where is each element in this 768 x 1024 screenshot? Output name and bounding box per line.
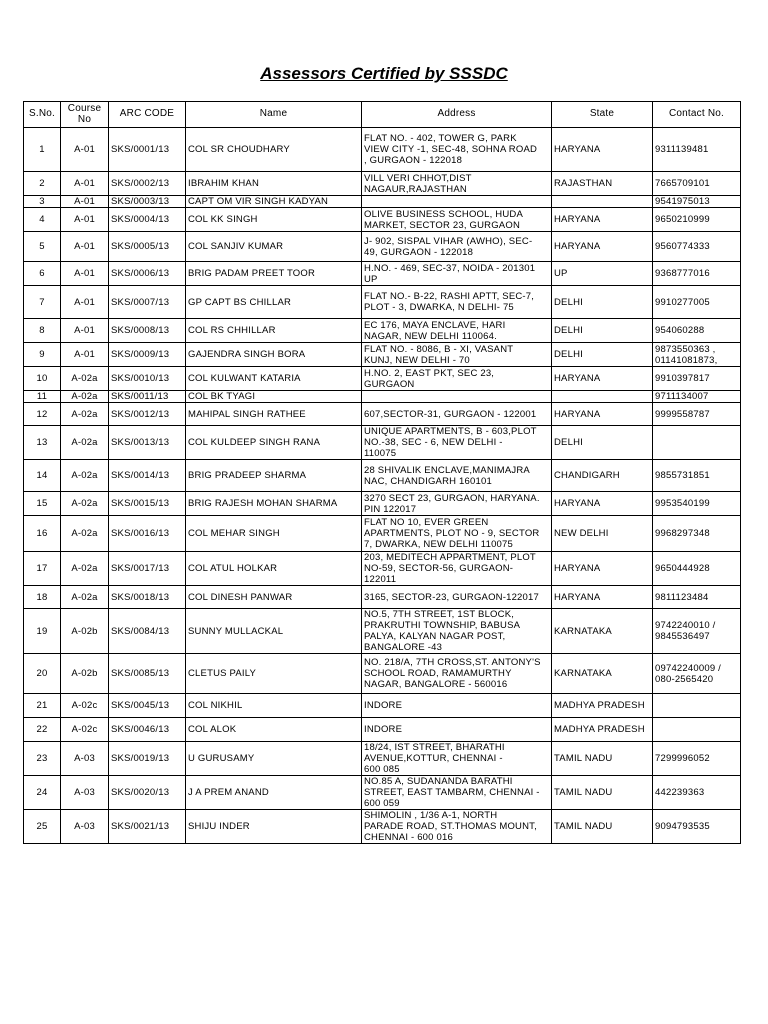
cell-sno: 9	[24, 343, 61, 367]
cell-arc-code: SKS/0014/13	[109, 460, 186, 492]
cell-contact: 9910397817	[653, 367, 741, 391]
cell-state: KARNATAKA	[552, 609, 653, 654]
cell-contact: 9873550363 , 01141081873,	[653, 343, 741, 367]
cell-name: COL KULDEEP SINGH RANA	[186, 426, 362, 460]
cell-course-no: A-02a	[61, 460, 109, 492]
cell-address: INDORE	[362, 718, 552, 742]
cell-contact: 9953540199	[653, 492, 741, 516]
cell-name: GAJENDRA SINGH BORA	[186, 343, 362, 367]
table-row	[24, 694, 741, 718]
cell-sno: 7	[24, 286, 61, 319]
cell-name: COL KK SINGH	[186, 208, 362, 232]
table-row	[24, 492, 741, 516]
cell-state: HARYANA	[552, 492, 653, 516]
cell-contact: 9855731851	[653, 460, 741, 492]
cell-state: DELHI	[552, 319, 653, 343]
cell-contact: 7299996052	[653, 742, 741, 776]
cell-contact: 9999558787	[653, 403, 741, 426]
cell-sno: 14	[24, 460, 61, 492]
cell-sno: 17	[24, 552, 61, 586]
cell-sno: 23	[24, 742, 61, 776]
cell-sno: 8	[24, 319, 61, 343]
cell-arc-code: SKS/0002/13	[109, 172, 186, 196]
cell-state: NEW DELHI	[552, 516, 653, 552]
cell-arc-code: SKS/0084/13	[109, 609, 186, 654]
cell-address: H.NO. 2, EAST PKT, SEC 23, GURGAON	[362, 367, 552, 391]
cell-sno: 15	[24, 492, 61, 516]
cell-name: COL ALOK	[186, 718, 362, 742]
cell-arc-code: SKS/0009/13	[109, 343, 186, 367]
header-row	[24, 102, 741, 128]
cell-arc-code: SKS/0005/13	[109, 232, 186, 262]
cell-contact	[653, 694, 741, 718]
cell-sno: 11	[24, 391, 61, 403]
cell-contact: 954060288	[653, 319, 741, 343]
cell-sno: 5	[24, 232, 61, 262]
cell-name: BRIG RAJESH MOHAN SHARMA	[186, 492, 362, 516]
cell-course-no: A-02a	[61, 426, 109, 460]
cell-address: INDORE	[362, 694, 552, 718]
cell-address: 3165, SECTOR-23, GURGAON-122017	[362, 586, 552, 609]
cell-state: MADHYA PRADESH	[552, 694, 653, 718]
cell-course-no: A-01	[61, 262, 109, 286]
cell-contact: 9541975013	[653, 196, 741, 208]
cell-course-no: A-01	[61, 232, 109, 262]
table-row	[24, 810, 741, 844]
cell-sno: 25	[24, 810, 61, 844]
cell-course-no: A-03	[61, 742, 109, 776]
cell-name: COL NIKHIL	[186, 694, 362, 718]
cell-sno: 24	[24, 776, 61, 810]
cell-arc-code: SKS/0011/13	[109, 391, 186, 403]
cell-address: FLAT NO 10, EVER GREEN APARTMENTS, PLOT NO - 9, SECTOR 7, DWARKA, NEW DELHI 110075	[362, 516, 552, 552]
cell-name: IBRAHIM KHAN	[186, 172, 362, 196]
cell-sno: 21	[24, 694, 61, 718]
cell-contact: 9650210999	[653, 208, 741, 232]
cell-address: 18/24, IST STREET, BHARATHI AVENUE,KOTTUR, CHENNAI - 600 085	[362, 742, 552, 776]
cell-state: DELHI	[552, 426, 653, 460]
table-row	[24, 460, 741, 492]
cell-state: TAMIL NADU	[552, 742, 653, 776]
cell-arc-code: SKS/0085/13	[109, 654, 186, 694]
table-row	[24, 319, 741, 343]
cell-address: 28 SHIVALIK ENCLAVE,MANIMAJRA NAC, CHANDIGARH 160101	[362, 460, 552, 492]
cell-address: FLAT NO. - 8086, B - XI, VASANT KUNJ, NEW DELHI - 70	[362, 343, 552, 367]
table-row	[24, 367, 741, 391]
cell-address	[362, 391, 552, 403]
cell-arc-code: SKS/0045/13	[109, 694, 186, 718]
cell-course-no: A-02b	[61, 654, 109, 694]
cell-state	[552, 391, 653, 403]
table-row	[24, 776, 741, 810]
cell-state: MADHYA PRADESH	[552, 718, 653, 742]
cell-contact: 9311139481	[653, 128, 741, 172]
cell-contact: 9650444928	[653, 552, 741, 586]
cell-state: HARYANA	[552, 586, 653, 609]
cell-address: 203, MEDITECH APPARTMENT, PLOT NO-59, SECTOR-56, GURGAON- 122011	[362, 552, 552, 586]
cell-state: DELHI	[552, 286, 653, 319]
cell-sno: 2	[24, 172, 61, 196]
cell-course-no: A-03	[61, 810, 109, 844]
cell-contact: 9711134007	[653, 391, 741, 403]
header-course: Course No	[61, 102, 109, 128]
cell-state: RAJASTHAN	[552, 172, 653, 196]
cell-arc-code: SKS/0010/13	[109, 367, 186, 391]
cell-arc-code: SKS/0020/13	[109, 776, 186, 810]
cell-arc-code: SKS/0013/13	[109, 426, 186, 460]
cell-address: VILL VERI CHHOT,DIST NAGAUR,RAJASTHAN	[362, 172, 552, 196]
cell-name: COL BK TYAGI	[186, 391, 362, 403]
cell-state: HARYANA	[552, 403, 653, 426]
cell-name: BRIG PADAM PREET TOOR	[186, 262, 362, 286]
cell-name: CLETUS PAILY	[186, 654, 362, 694]
cell-address: EC 176, MAYA ENCLAVE, HARI NAGAR, NEW DELHI 110064.	[362, 319, 552, 343]
table-row	[24, 552, 741, 586]
cell-name: MAHIPAL SINGH RATHEE	[186, 403, 362, 426]
cell-sno: 16	[24, 516, 61, 552]
cell-state: HARYANA	[552, 208, 653, 232]
cell-contact	[653, 718, 741, 742]
cell-address: J- 902, SISPAL VIHAR (AWHO), SEC- 49, GURGAON - 122018	[362, 232, 552, 262]
table-row	[24, 286, 741, 319]
cell-course-no: A-01	[61, 319, 109, 343]
cell-sno: 10	[24, 367, 61, 391]
table-row	[24, 718, 741, 742]
table-row	[24, 391, 741, 403]
table-row	[24, 403, 741, 426]
cell-arc-code: SKS/0006/13	[109, 262, 186, 286]
cell-contact: 7665709101	[653, 172, 741, 196]
cell-state: TAMIL NADU	[552, 810, 653, 844]
table-row	[24, 208, 741, 232]
cell-course-no: A-01	[61, 128, 109, 172]
table-row	[24, 172, 741, 196]
table-row	[24, 742, 741, 776]
cell-state: HARYANA	[552, 232, 653, 262]
assessors-table	[23, 101, 741, 844]
cell-contact: 9811123484	[653, 586, 741, 609]
cell-name: COL ATUL HOLKAR	[186, 552, 362, 586]
cell-state: TAMIL NADU	[552, 776, 653, 810]
cell-arc-code: SKS/0019/13	[109, 742, 186, 776]
cell-name: CAPT OM VIR SINGH KADYAN	[186, 196, 362, 208]
cell-state: CHANDIGARH	[552, 460, 653, 492]
cell-arc-code: SKS/0007/13	[109, 286, 186, 319]
table-row	[24, 426, 741, 460]
header-sno: S.No.	[24, 102, 61, 128]
header-contact: Contact No.	[653, 102, 741, 128]
cell-contact: 9910277005	[653, 286, 741, 319]
cell-address: NO.5, 7TH STREET, 1ST BLOCK, PRAKRUTHI TOWNSHIP, BABUSA PALYA, KALYAN NAGAR POST, BANGALORE -43	[362, 609, 552, 654]
cell-name: GP CAPT BS CHILLAR	[186, 286, 362, 319]
cell-course-no: A-01	[61, 196, 109, 208]
table-row	[24, 232, 741, 262]
header-address: Address	[362, 102, 552, 128]
cell-arc-code: SKS/0021/13	[109, 810, 186, 844]
cell-arc-code: SKS/0018/13	[109, 586, 186, 609]
cell-sno: 3	[24, 196, 61, 208]
cell-state	[552, 196, 653, 208]
table-row	[24, 654, 741, 694]
cell-name: SHIJU INDER	[186, 810, 362, 844]
cell-course-no: A-01	[61, 343, 109, 367]
cell-course-no: A-03	[61, 776, 109, 810]
cell-sno: 19	[24, 609, 61, 654]
cell-sno: 1	[24, 128, 61, 172]
cell-state: KARNATAKA	[552, 654, 653, 694]
cell-name: COL RS CHHILLAR	[186, 319, 362, 343]
cell-name: U GURUSAMY	[186, 742, 362, 776]
cell-contact	[653, 426, 741, 460]
cell-name: COL SR CHOUDHARY	[186, 128, 362, 172]
cell-course-no: A-01	[61, 286, 109, 319]
cell-course-no: A-02a	[61, 403, 109, 426]
table-row	[24, 262, 741, 286]
cell-sno: 6	[24, 262, 61, 286]
cell-sno: 20	[24, 654, 61, 694]
cell-address: NO.85 A, SUDANANDA BARATHI STREET, EAST TAMBARM, CHENNAI - 600 059	[362, 776, 552, 810]
cell-address: OLIVE BUSINESS SCHOOL, HUDA MARKET, SECTOR 23, GURGAON	[362, 208, 552, 232]
cell-arc-code: SKS/0004/13	[109, 208, 186, 232]
page-title: Assessors Certified by SSSDC	[260, 64, 508, 83]
header-arc-code: ARC CODE	[109, 102, 186, 128]
cell-course-no: A-02b	[61, 609, 109, 654]
cell-arc-code: SKS/0008/13	[109, 319, 186, 343]
cell-course-no: A-01	[61, 172, 109, 196]
cell-course-no: A-02a	[61, 552, 109, 586]
cell-sno: 22	[24, 718, 61, 742]
cell-name: COL SANJIV KUMAR	[186, 232, 362, 262]
cell-arc-code: SKS/0003/13	[109, 196, 186, 208]
cell-contact: 9094793535	[653, 810, 741, 844]
table-row	[24, 128, 741, 172]
table-row	[24, 196, 741, 208]
cell-course-no: A-02c	[61, 694, 109, 718]
cell-state: DELHI	[552, 343, 653, 367]
cell-course-no: A-02a	[61, 367, 109, 391]
cell-state: UP	[552, 262, 653, 286]
cell-name: SUNNY MULLACKAL	[186, 609, 362, 654]
cell-address: UNIQUE APARTMENTS, B - 603,PLOT NO.-38, SEC - 6, NEW DELHI - 110075	[362, 426, 552, 460]
cell-name: J A PREM ANAND	[186, 776, 362, 810]
cell-address: 3270 SECT 23, GURGAON, HARYANA. PIN 122017	[362, 492, 552, 516]
cell-arc-code: SKS/0015/13	[109, 492, 186, 516]
cell-contact: 9742240010 / 9845536497	[653, 609, 741, 654]
header-name: Name	[186, 102, 362, 128]
cell-name: COL MEHAR SINGH	[186, 516, 362, 552]
cell-course-no: A-02a	[61, 492, 109, 516]
cell-sno: 13	[24, 426, 61, 460]
table-row	[24, 343, 741, 367]
cell-address: H.NO. - 469, SEC-37, NOIDA - 201301 UP	[362, 262, 552, 286]
cell-address: NO. 218/A, 7TH CROSS,ST. ANTONY'S SCHOOL ROAD, RAMAMURTHY NAGAR, BANGALORE - 560016	[362, 654, 552, 694]
cell-course-no: A-01	[61, 208, 109, 232]
cell-address: 607,SECTOR-31, GURGAON - 122001	[362, 403, 552, 426]
cell-address	[362, 196, 552, 208]
table-row	[24, 516, 741, 552]
cell-course-no: A-02c	[61, 718, 109, 742]
cell-sno: 4	[24, 208, 61, 232]
cell-state: HARYANA	[552, 128, 653, 172]
cell-name: COL DINESH PANWAR	[186, 586, 362, 609]
cell-name: BRIG PRADEEP SHARMA	[186, 460, 362, 492]
cell-contact: 9368777016	[653, 262, 741, 286]
cell-contact: 9560774333	[653, 232, 741, 262]
cell-contact: 9968297348	[653, 516, 741, 552]
cell-course-no: A-02a	[61, 586, 109, 609]
cell-sno: 12	[24, 403, 61, 426]
cell-arc-code: SKS/0046/13	[109, 718, 186, 742]
cell-state: HARYANA	[552, 552, 653, 586]
cell-course-no: A-02a	[61, 516, 109, 552]
cell-contact: 09742240009 / 080-2565420	[653, 654, 741, 694]
cell-address: FLAT NO. - 402, TOWER G, PARK VIEW CITY -1, SEC-48, SOHNA ROAD , GURGAON - 122018	[362, 128, 552, 172]
cell-contact: 442239363	[653, 776, 741, 810]
cell-address: FLAT NO.- B-22, RASHI APTT, SEC-7, PLOT - 3, DWARKA, N DELHI- 75	[362, 286, 552, 319]
cell-arc-code: SKS/0016/13	[109, 516, 186, 552]
cell-course-no: A-02a	[61, 391, 109, 403]
table-row	[24, 586, 741, 609]
cell-state: HARYANA	[552, 367, 653, 391]
cell-sno: 18	[24, 586, 61, 609]
table-row	[24, 609, 741, 654]
cell-address: SHIMOLIN , 1/36 A-1, NORTH PARADE ROAD, ST.THOMAS MOUNT, CHENNAI - 600 016	[362, 810, 552, 844]
cell-arc-code: SKS/0017/13	[109, 552, 186, 586]
header-state: State	[552, 102, 653, 128]
cell-arc-code: SKS/0012/13	[109, 403, 186, 426]
cell-name: COL KULWANT KATARIA	[186, 367, 362, 391]
cell-arc-code: SKS/0001/13	[109, 128, 186, 172]
